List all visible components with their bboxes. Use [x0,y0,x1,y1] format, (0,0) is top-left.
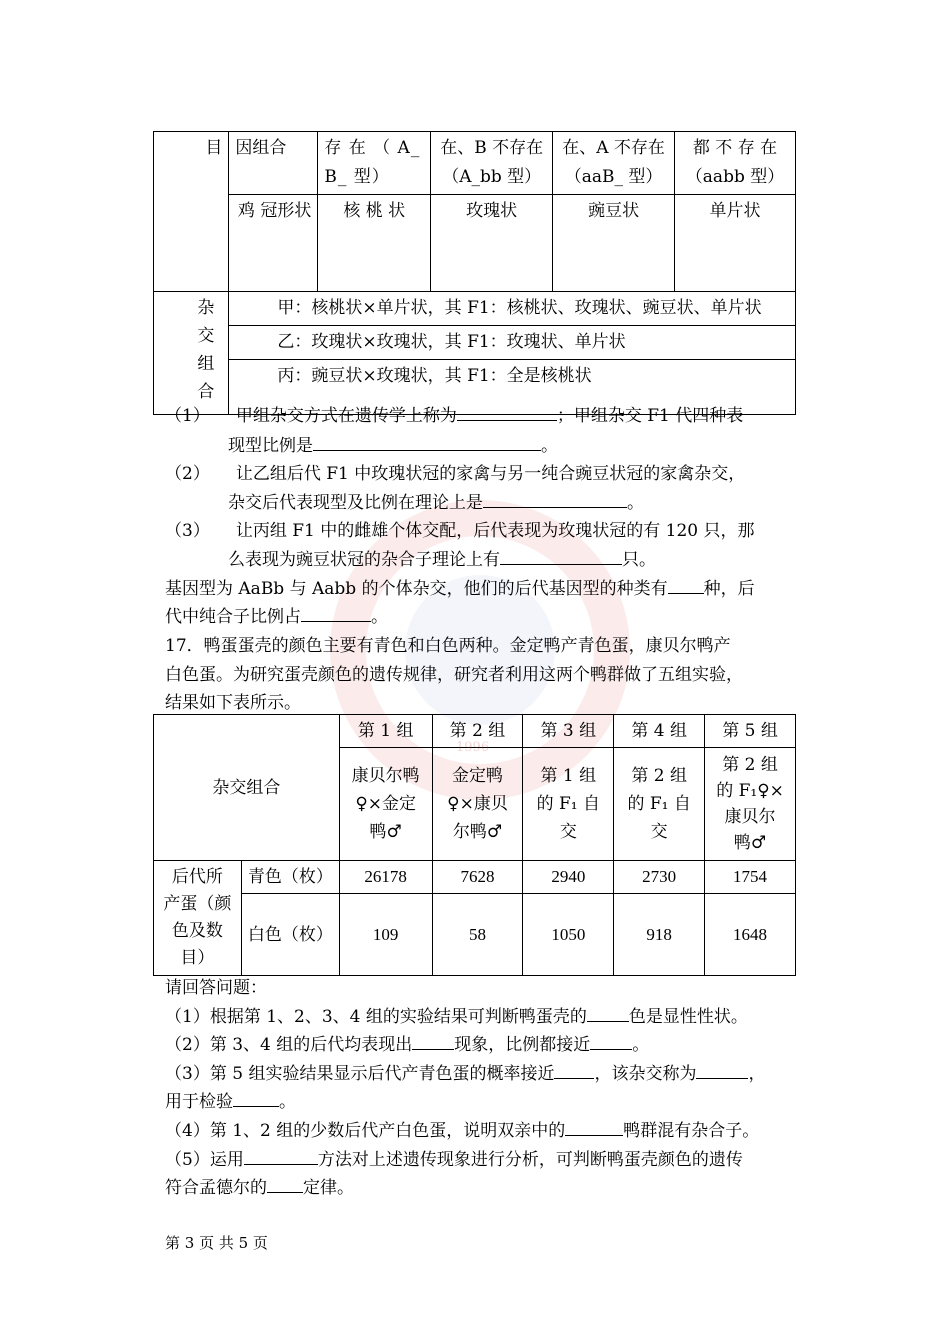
page-footer: 第 3 页 共 5 页 [165,1234,268,1252]
q17-1-b: 色是显性性状。 [628,1007,748,1027]
group-1-cross-l2: ♀×金定 [355,794,416,814]
group-2-header: 第 2 组 [432,715,523,748]
q3-text-b: 么表现为豌豆状冠的杂合子理论上有 [228,550,500,570]
white-g2: 58 [432,894,523,976]
offspring-label-l3: 色及数 [171,921,223,941]
group-2-cross [432,748,523,861]
group-5-cross-l1: 第 2 组 [722,755,778,775]
q17-5-d: 定律。 [303,1178,354,1198]
q17-4-blank[interactable] [565,1117,623,1136]
group-1-cross-l1: 康贝尔鸭 [351,766,420,786]
cross-jia: 甲：核桃状×单片状，其 F1：核桃状、玫瑰状、豌豆状、单片状 [229,292,796,326]
offspring-label-l2: 产蛋（颜 [163,894,232,914]
q17-prompt: 请回答问题： [165,978,267,998]
cross-label-1: 杂 [197,298,215,318]
green-g4: 2730 [614,861,705,894]
table1-r1c2: 因组合 [229,132,318,195]
extra-text-a: 基因型为 AaBb 与 Aabb 的个体杂交，他们的后代基因型的种类有 [165,579,668,599]
group-5-cross [705,748,796,861]
group-4-cross-l3: 交 [650,822,668,842]
comb-shape-table [153,131,796,415]
group-5-cross-l3: 康贝尔 [724,807,776,827]
table1-r1c3: 存 在 （ A_ B_ 型） [318,132,431,195]
group-3-cross-l1: 第 1 组 [540,766,597,786]
extra-text-b: 种，后 [703,579,755,599]
group-4-cross [614,748,705,861]
green-g5: 1754 [705,861,796,894]
q17-3-b: ，该杂交称为 [594,1064,697,1084]
q17-2-b: 现象，比例都接近 [454,1035,591,1055]
extra-blank-2[interactable] [301,603,371,622]
extra-text-d: 。 [371,607,388,627]
white-row-label: 白色（枚） [241,894,339,976]
cross-bing: 丙：豌豆状×玫瑰状，其 F1：全是核桃状 [229,360,796,415]
group-5-header: 第 5 组 [705,715,796,748]
q17-3-c: ， [748,1064,766,1084]
group-3-cross-l2: 的 F₁ 自 [536,794,601,814]
q2-text-a: 让乙组后代 F1 中玫瑰状冠的家禽与另一纯合豌豆状冠的家禽杂交， [235,464,746,484]
offspring-label-l4: 目） [180,948,215,968]
q17-5-blank-2[interactable] [267,1174,303,1193]
q17-5-c: 符合孟德尔的 [165,1178,267,1198]
q3-blank[interactable] [500,546,622,565]
q1-blank-2[interactable] [313,432,541,451]
green-row-label: 青色（枚） [241,861,339,894]
q3-number: （3） [165,521,210,541]
cross-label-4: 合 [197,382,215,402]
q17-3-a: （3）第 5 组实验结果显示后代产青色蛋的概率接近 [165,1064,555,1084]
q17-intro-line-3: 结果如下表所示。 [165,693,301,713]
table1-r1c5: 在、A 不存在（aaB_ 型） [553,132,675,195]
cross-label-2: 交 [197,326,215,346]
table1-r2c3: 核 桃 状 [318,195,431,292]
q2-blank[interactable] [483,489,627,508]
q2-number: （2） [165,464,210,484]
cross-yi: 乙：玫瑰状×玫瑰状，其 F1：玫瑰状、单片状 [229,326,796,360]
q17-2-blank-1[interactable] [412,1031,454,1050]
q17-5-blank-1[interactable] [244,1146,318,1165]
q1-text-b: ；甲组杂交 F1 代四种表 [556,406,744,426]
q17-3-blank-1[interactable] [554,1060,594,1079]
q1-blank-1[interactable] [457,402,557,421]
q17-4-b: 鸭群混有杂合子。 [623,1121,760,1141]
group-2-cross-l1: 金定鸭 [451,766,503,786]
q1-text-d: 。 [541,436,558,456]
group-1-cross [339,748,432,861]
green-g3: 2940 [523,861,614,894]
q17-intro-line-2: 白色蛋。为研究蛋壳颜色的遗传规律，研究者利用这两个鸭群做了五组实验， [165,665,743,685]
watermark-year: 1996 [456,740,490,755]
white-g3: 1050 [523,894,614,976]
q17-intro-line-1: 17．鸭蛋蛋壳的颜色主要有青色和白色两种。金定鸭产青色蛋，康贝尔鸭产 [165,636,731,656]
q17-1-blank[interactable] [587,1003,629,1022]
q17-2-blank-2[interactable] [590,1031,632,1050]
group-3-cross-l3: 交 [559,822,577,842]
offspring-label [154,861,242,976]
q17-3-e: 。 [279,1092,296,1112]
cross-combo-label: 杂交组合 [154,715,340,861]
q3-text-a: 让丙组 F1 中的雌雄个体交配，后代表现为玫瑰状冠的有 120 只，那 [235,521,755,541]
white-g4: 918 [614,894,705,976]
cross-label-3: 组 [197,354,215,374]
extra-text-c: 代中纯合子比例占 [165,607,301,627]
q17-3-d: 用于检验 [165,1092,233,1112]
q17-2-c: 。 [632,1035,650,1055]
table1-r2c1 [154,195,229,292]
table1-r1c6: 都 不 存 在（aabb 型） [675,132,796,195]
extra-blank-1[interactable] [668,575,704,594]
table1-r2c4: 玫瑰状 [431,195,553,292]
green-g1: 26178 [339,861,432,894]
table1-r2c2: 鸡 冠形状 [229,195,318,292]
group-2-cross-l3: 尔鸭♂ [452,822,503,842]
q1-number: （1） [165,406,210,426]
group-4-header: 第 4 组 [614,715,705,748]
q17-3-blank-2[interactable] [696,1060,748,1079]
q2-text-c: 。 [627,493,644,513]
q17-3-blank-3[interactable] [233,1088,279,1107]
q17-4-a: （4）第 1、2 组的少数后代产白色蛋，说明双亲中的 [165,1121,566,1141]
group-1-header: 第 1 组 [339,715,432,748]
white-g1: 109 [339,894,432,976]
group-5-cross-l4: 鸭♂ [733,833,767,853]
q17-1-a: （1）根据第 1、2、3、4 组的实验结果可判断鸭蛋壳的 [165,1007,587,1027]
group-1-cross-l3: 鸭♂ [369,822,402,842]
q17-5-a: （5）运用 [165,1150,244,1170]
group-5-cross-l2: 的 F₁♀× [716,781,784,801]
group-3-header: 第 3 组 [523,715,614,748]
group-2-cross-l2: ♀×康贝 [447,794,508,814]
q17-5-b: 方法对上述遗传现象进行分析，可判断鸭蛋壳颜色的遗传 [317,1150,743,1170]
cross-label-cell [154,292,229,415]
q17-2-a: （2）第 3、4 组的后代均表现出 [165,1035,413,1055]
table1-r1c4: 在、B 不存在（A_bb 型） [431,132,553,195]
group-4-cross-l2: 的 F₁ 自 [627,794,691,814]
green-g2: 7628 [432,861,523,894]
white-g5: 1648 [705,894,796,976]
group-3-cross [523,748,614,861]
q1-text-a: 甲组杂交方式在遗传学上称为 [235,406,457,426]
table1-r1c1: 目 [154,132,229,195]
table1-r2c5: 豌豆状 [553,195,675,292]
group-4-cross-l1: 第 2 组 [631,766,687,786]
q2-text-b: 杂交后代表现型及比例在理论上是 [228,493,483,513]
q3-text-c: 只。 [622,550,656,570]
q1-text-c: 现型比例是 [228,436,313,456]
table1-r2c6: 单片状 [675,195,796,292]
offspring-label-l1: 后代所 [171,867,223,887]
